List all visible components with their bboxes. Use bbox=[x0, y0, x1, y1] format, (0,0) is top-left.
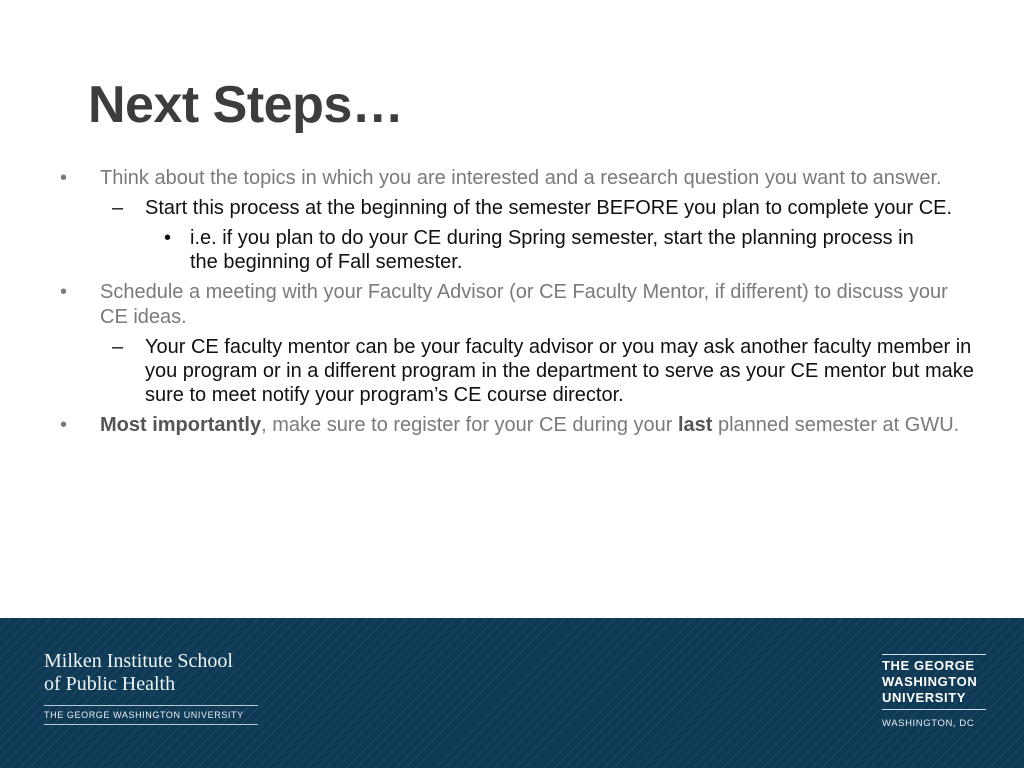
sub-bullet-item bbox=[112, 196, 980, 220]
footer-banner bbox=[0, 618, 1024, 768]
sub-bullet-text: Your CE faculty mentor can be your faculty advisor or you may ask another faculty member in you program or in a different program in the department to serve as your CE mentor but make sure to meet notify your program’s CE course director. bbox=[145, 336, 974, 406]
bullet-marker: • bbox=[60, 167, 68, 189]
bullet-text: , make sure to register for your CE during your bbox=[261, 414, 678, 436]
sub-sub-bullet-text: i.e. if you plan to do your CE during Spring semester, start the planning process in the beginning of Fall semester. bbox=[190, 227, 914, 273]
gwu-logo-name bbox=[882, 655, 986, 709]
bullet-marker: • bbox=[60, 281, 68, 303]
bullet-item bbox=[60, 280, 980, 330]
milken-logo-subtitle: THE GEORGE WASHINGTON UNIVERSITY bbox=[44, 710, 244, 720]
gwu-logo bbox=[882, 654, 986, 729]
bullet-text: Think about the topics in which you are interested and a research question you want to answer. bbox=[100, 167, 942, 189]
logo-divider bbox=[44, 724, 258, 725]
sub-bullet-text: Start this process at the beginning of the semester BEFORE you plan to complete your CE. bbox=[145, 197, 953, 219]
bullet-item bbox=[60, 413, 980, 438]
milken-logo bbox=[44, 650, 264, 725]
milken-logo-line2: of Public Health bbox=[44, 673, 176, 695]
sub-sub-bullet-marker: • bbox=[164, 227, 172, 249]
gwu-logo-location: WASHINGTON, DC bbox=[882, 718, 975, 729]
gwu-logo-line1: THE GEORGE bbox=[882, 658, 975, 673]
slide-title: Next Steps… bbox=[88, 76, 404, 134]
bullet-emphasis-text: Most importantly bbox=[100, 414, 262, 436]
bullet-marker: • bbox=[60, 414, 68, 436]
bullet-text: Schedule a meeting with your Faculty Advisor (or CE Faculty Mentor, if different) to discuss your CE ideas. bbox=[100, 281, 948, 328]
bullet-list bbox=[0, 166, 1024, 443]
logo-divider bbox=[882, 709, 986, 710]
sub-bullet-marker: – bbox=[112, 197, 124, 219]
sub-sub-bullet-item bbox=[164, 226, 920, 274]
bullet-text: planned semester at GWU. bbox=[712, 414, 960, 436]
gwu-logo-line3: UNIVERSITY bbox=[882, 690, 967, 705]
bullet-emphasis-text: last bbox=[677, 414, 713, 436]
sub-bullet-marker: – bbox=[112, 336, 124, 358]
gwu-logo-line2: WASHINGTON bbox=[882, 674, 978, 689]
sub-bullet-item bbox=[112, 335, 980, 407]
logo-divider bbox=[44, 705, 258, 706]
bullet-item bbox=[60, 166, 980, 191]
milken-logo-line1: Milken Institute School bbox=[44, 650, 233, 672]
